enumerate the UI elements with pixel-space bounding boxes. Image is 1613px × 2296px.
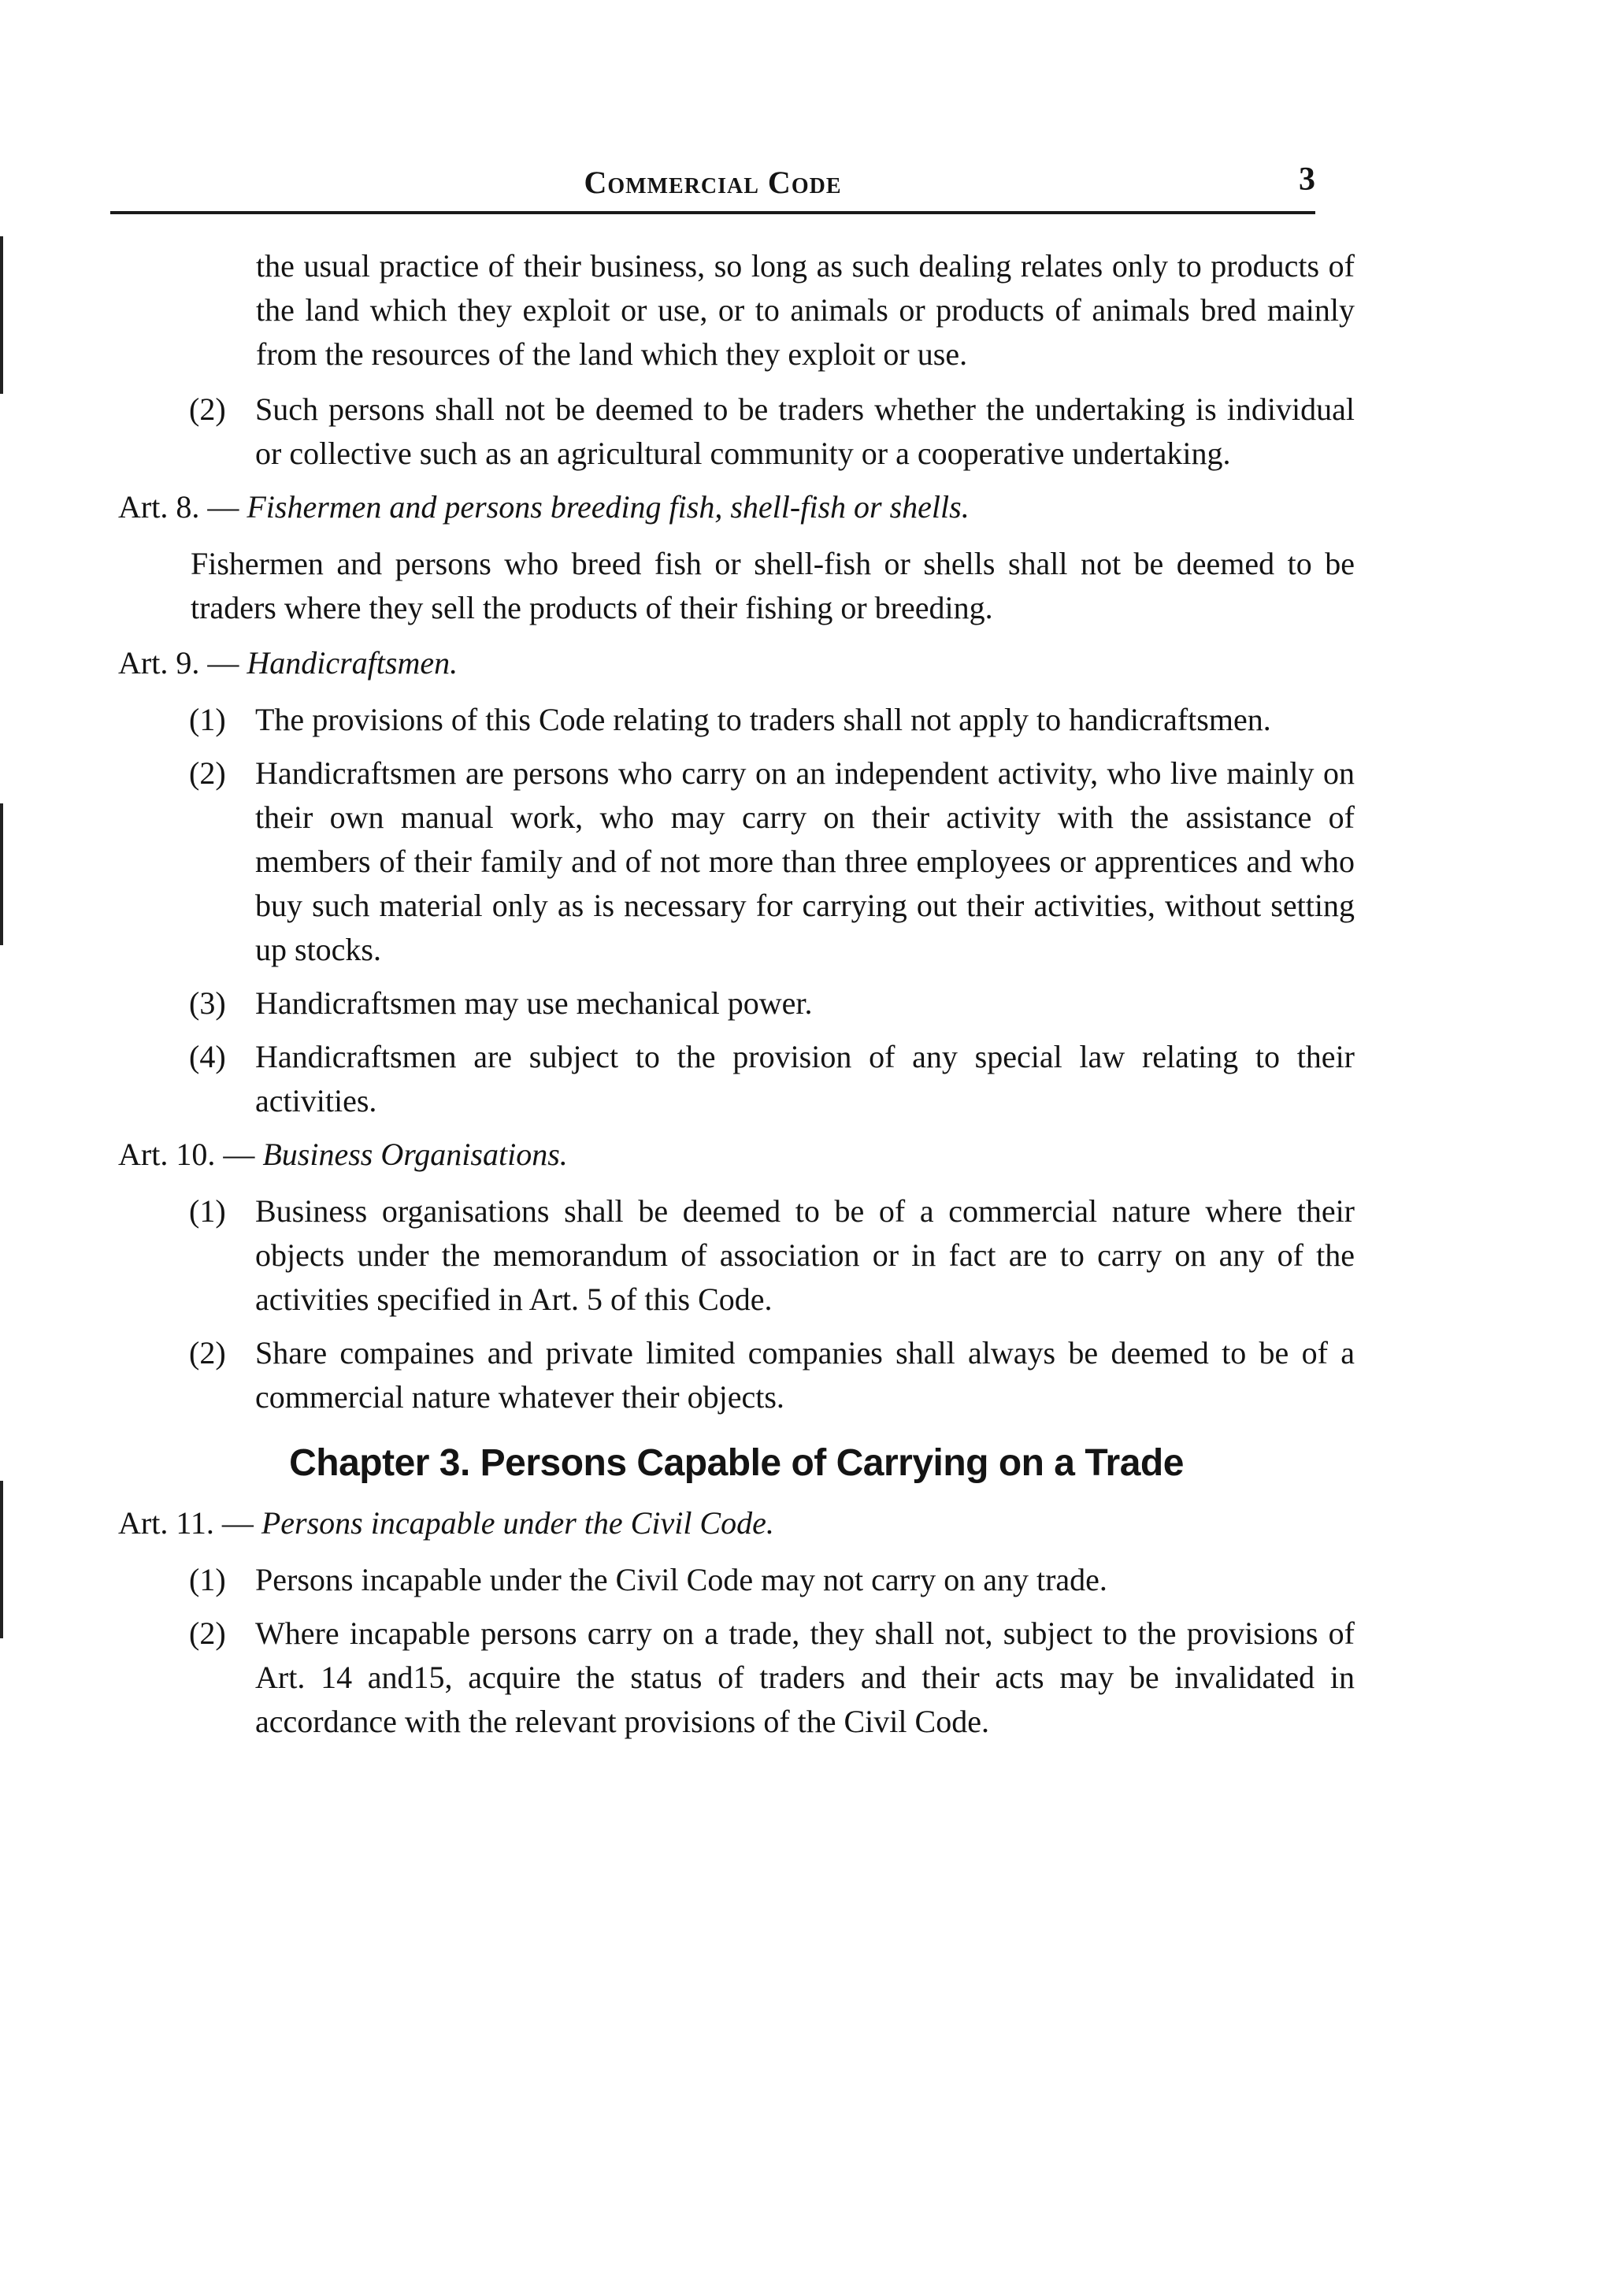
running-header	[110, 154, 1315, 214]
item-number: (1)	[189, 702, 226, 737]
list-item	[189, 1612, 1355, 1744]
item-text: Handicraftsmen may use mechanical power.	[255, 985, 813, 1021]
item-text: Handicraftsmen are persons who carry on an independent activity, who live mainly on their own manual work, who may carry on their activity with the assistance of members of their family and of not more than three employees or apprentices and who buy such material only as is necessary for carrying out their activities, without setting up stocks.	[255, 755, 1355, 967]
list-item	[189, 698, 1355, 742]
item-number: (1)	[189, 1193, 226, 1229]
article-label: Art. 9. —	[118, 645, 239, 681]
list-item	[189, 1189, 1355, 1322]
item-text: Handicraftsmen are subject to the provision of any special law relating to their activities.	[255, 1039, 1355, 1118]
article-heading	[118, 485, 1355, 529]
item-text: The provisions of this Code relating to traders shall not apply to handicraftsmen.	[255, 702, 1271, 737]
article-title: Business Organisations.	[262, 1137, 568, 1172]
scan-edge-line	[0, 1481, 3, 1638]
item-number: (2)	[189, 1615, 226, 1651]
item-text: Where incapable persons carry on a trade, they shall not, subject to the provisions of Art. 14 and15, acquire the status of traders and their acts may be invalidated in accordance with the relevant provisions of the Civil Code.	[255, 1615, 1355, 1739]
article-label: Art. 11. —	[118, 1505, 254, 1541]
item-number: (4)	[189, 1039, 226, 1074]
item-number: (1)	[189, 1562, 226, 1597]
list-item	[189, 388, 1355, 476]
article-title: Persons incapable under the Civil Code.	[261, 1505, 774, 1541]
page-number: 3	[1299, 161, 1315, 198]
list-item	[189, 981, 1355, 1026]
item-number: (2)	[189, 391, 226, 427]
article-heading	[118, 1133, 1355, 1177]
article-label: Art. 10. —	[118, 1137, 255, 1172]
page-body	[118, 244, 1355, 1753]
item-text: Share compaines and private limited companies shall always be deemed to be of a commercial nature whatever their objects.	[255, 1335, 1355, 1415]
item-number: (2)	[189, 1335, 226, 1371]
article-heading	[118, 1501, 1355, 1545]
item-text: Such persons shall not be deemed to be traders whether the undertaking is individual or collective such as an agricultural community or a cooperative undertaking.	[255, 391, 1355, 471]
list-item	[189, 1558, 1355, 1602]
scan-edge-line	[0, 236, 3, 394]
article-title: Fishermen and persons breeding fish, shell-fish or shells.	[247, 489, 970, 525]
item-number: (2)	[189, 755, 226, 791]
continuation-paragraph: the usual practice of their business, so long as such dealing relates only to products of the land which they exploit or use, or to animals or products of animals bred mainly from the resources of the land which they exploit or use.	[256, 248, 1355, 372]
article-body: Fishermen and persons who breed fish or shell-fish or shells shall not be deemed to be traders where they sell the products of their fishing or breeding.	[191, 546, 1355, 625]
running-title: Commercial Code	[584, 165, 842, 200]
list-item	[189, 1331, 1355, 1419]
article-label: Art. 8. —	[118, 489, 239, 525]
article-heading	[118, 641, 1355, 685]
item-text: Business organisations shall be deemed to be of a commercial nature where their objects under the memorandum of association or in fact are to carry on any of the activities specified in Art. 5 of this Code.	[255, 1193, 1355, 1317]
chapter-heading: Chapter 3. Persons Capable of Carrying on a Trade	[289, 1442, 1184, 1484]
scan-edge-line	[0, 803, 3, 945]
list-item	[189, 751, 1355, 972]
item-text: Persons incapable under the Civil Code may not carry on any trade.	[255, 1562, 1107, 1597]
item-number: (3)	[189, 985, 226, 1021]
list-item	[189, 1035, 1355, 1123]
article-title: Handicraftsmen.	[247, 645, 458, 681]
